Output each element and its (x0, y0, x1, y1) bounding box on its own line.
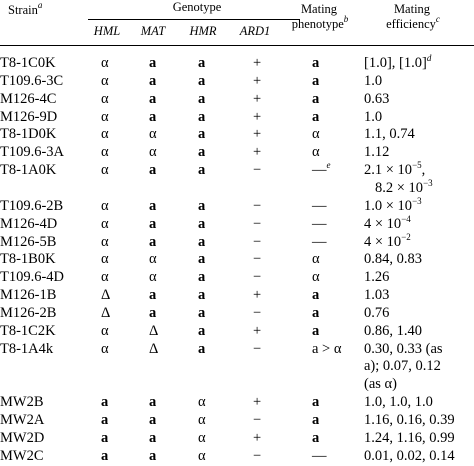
efficiency-cell: 1.12 (364, 144, 390, 161)
mat-cell: a (149, 197, 157, 214)
efficiency-cell: 1.24, 1.16, 0.99 (364, 429, 455, 446)
hml-cell: Δ (101, 287, 111, 304)
hmr-cell: α (198, 412, 206, 428)
ard1-cell: − (253, 412, 262, 428)
hml-cell: α (101, 126, 109, 143)
hmr-cell: a (198, 90, 206, 107)
efficiency-cell: 0.30, 0.33 (as (364, 340, 443, 357)
phenotype-cell: a (312, 412, 320, 428)
strain-cell: T8-1C2K (0, 322, 56, 339)
strain-cell: T8-1C0K (0, 55, 56, 71)
efficiency-cell: $4 \times 10^{-4}$ (364, 213, 411, 232)
hml-cell: α (101, 215, 109, 232)
phenotype-cell: a (312, 394, 320, 411)
ard1-cell: + (253, 90, 262, 107)
ard1-cell: − (253, 197, 262, 214)
mat-cell: a (149, 108, 157, 125)
efficiency-cell: 1.0 (364, 72, 383, 89)
hmr-cell: a (198, 287, 206, 304)
mat-cell: a (149, 215, 157, 232)
strain-cell: MW2A (0, 412, 45, 428)
phenotype-cell: a (312, 90, 320, 107)
phenotype-cell: a (312, 72, 320, 89)
hmr-cell: a (198, 162, 206, 179)
strain-cell: MW2B (0, 394, 44, 411)
hml-cell: α (101, 233, 109, 250)
ard1-cell: + (253, 144, 262, 161)
phenotype-cell: — (312, 215, 327, 232)
ard1-cell: + (253, 322, 262, 339)
efficiency-cell: 0.63 (364, 90, 390, 107)
strain-header: Strain$^a$ (8, 0, 43, 17)
mat-cell: α (149, 144, 157, 161)
hmr-header: HMR (189, 24, 217, 38)
mat-cell: a (149, 394, 157, 411)
ard1-cell: + (253, 394, 262, 411)
efficiency-cell: 1.26 (364, 269, 390, 286)
hml-cell: a (101, 447, 109, 464)
hmr-cell: a (198, 322, 206, 339)
strain-cell: M126-5B (0, 233, 57, 250)
ard1-cell: − (253, 233, 262, 250)
phenotype-cell: a (312, 55, 320, 71)
phenotype-cell: α (312, 144, 320, 161)
mat-cell: a (149, 72, 157, 89)
mat-cell: Δ (149, 340, 159, 357)
hml-cell: α (101, 322, 109, 339)
strain-cell: M126-4C (0, 90, 57, 107)
hmr-cell: a (198, 108, 206, 125)
phenotype-cell: — (312, 233, 327, 250)
phenotype-cell: a (312, 429, 320, 446)
strain-cell: MW2D (0, 429, 45, 446)
hml-cell: a (101, 429, 109, 446)
hml-cell: α (101, 197, 109, 214)
ard1-cell: + (253, 108, 262, 125)
hmr-cell: a (198, 233, 206, 250)
strain-cell: T8-1A0K (0, 162, 57, 179)
hml-cell: α (101, 55, 109, 71)
efficiency-cell: 1.0 (364, 108, 383, 125)
strain-cell: T109.6-2B (0, 197, 64, 214)
strain-cell: T8-1A4k (0, 340, 54, 357)
ard1-cell: + (253, 72, 262, 89)
hml-cell: α (101, 108, 109, 125)
phenotype-cell: a (312, 287, 320, 304)
ard1-cell: − (253, 447, 262, 464)
hmr-cell: a (198, 304, 206, 321)
efficiency-cell: $4 \times 10^{-2}$ (364, 231, 411, 250)
efficiency-cell-line3: (as α) (364, 376, 397, 393)
genotype-rule (88, 19, 300, 20)
efficiency-cell: 1.03 (364, 287, 390, 304)
phenotype-cell: α (312, 269, 320, 286)
mat-cell: α (149, 251, 157, 268)
strain-cell: M126-1B (0, 287, 57, 304)
hml-header: HML (93, 24, 121, 38)
efficiency-cell: $1.0 \times 10^{-3}$ (364, 195, 422, 214)
efficiency-cell-line2: $8.2 \times 10^{-3}$ (375, 177, 433, 196)
efficiency-cell: 1.0, 1.0, 1.0 (364, 394, 433, 411)
hml-cell: α (101, 340, 109, 357)
phenotype-cell: — (312, 447, 327, 464)
header-rule (0, 45, 474, 46)
strain-cell: M126-4D (0, 215, 58, 232)
hmr-cell: a (198, 144, 206, 161)
phenotype-header-line1: Mating (300, 2, 338, 16)
mat-cell: a (149, 233, 157, 250)
ard1-cell: − (253, 340, 262, 357)
hml-cell: α (101, 162, 109, 179)
ard1-cell: + (253, 55, 262, 71)
strain-cell: M126-2B (0, 304, 57, 321)
hml-cell: α (101, 144, 109, 161)
hml-cell: a (101, 394, 109, 411)
hmr-cell: α (198, 394, 206, 411)
phenotype-cell: a (312, 304, 320, 321)
genotype-header: Genotype (172, 0, 222, 14)
ard1-cell: − (253, 251, 262, 268)
ard1-cell: − (253, 162, 262, 179)
hml-cell: α (101, 269, 109, 286)
efficiency-cell: 0.01, 0.02, 0.14 (364, 447, 455, 464)
hmr-cell: a (198, 251, 206, 268)
strain-cell: T109.6-4D (0, 269, 65, 286)
hml-cell: α (101, 90, 109, 107)
phenotype-header-line2: phenotype$^b$ (291, 14, 349, 31)
ard1-cell: + (253, 126, 262, 143)
ard1-cell: + (253, 287, 262, 304)
strain-cell: T8-1D0K (0, 126, 57, 143)
mat-cell: a (149, 429, 157, 446)
efficiency-cell: 0.76 (364, 304, 390, 321)
efficiency-cell: 0.86, 1.40 (364, 322, 422, 339)
ard1-cell: − (253, 215, 262, 232)
mat-cell: a (149, 412, 157, 428)
hmr-cell: α (198, 447, 206, 464)
hmr-cell: α (198, 429, 206, 446)
mat-cell: a (149, 304, 157, 321)
hmr-cell: a (198, 215, 206, 232)
mat-cell: α (149, 269, 157, 286)
phenotype-cell: — (312, 197, 327, 214)
hmr-cell: a (198, 197, 206, 214)
hmr-cell: a (198, 126, 206, 143)
mat-cell: Δ (149, 322, 159, 339)
hmr-cell: a (198, 72, 206, 89)
phenotype-cell: α (312, 126, 320, 143)
strain-cell: T109.6-3A (0, 144, 65, 161)
efficiency-cell-line2: a); 0.07, 0.12 (364, 358, 441, 375)
phenotype-cell: —$^e$ (312, 160, 331, 179)
mat-cell: α (149, 126, 157, 143)
mat-cell: a (149, 447, 157, 464)
efficiency-cell: $2.1 \times 10^{-5}$, (364, 160, 426, 179)
ard1-cell: + (253, 429, 262, 446)
hml-cell: α (101, 251, 109, 268)
ard1-cell: − (253, 269, 262, 286)
hmr-cell: a (198, 340, 206, 357)
hmr-cell: a (198, 55, 206, 71)
hml-cell: a (101, 412, 109, 428)
ard1-cell: − (253, 304, 262, 321)
hml-cell: α (101, 72, 109, 89)
ard1-header: ARD1 (239, 24, 271, 38)
mat-cell: a (149, 162, 157, 179)
phenotype-cell: a > α (312, 340, 342, 357)
efficiency-cell: 1.1, 0.74 (364, 126, 415, 143)
efficiency-header-line2: efficiency$^c$ (386, 14, 440, 31)
efficiency-cell: [1.0], $[1.0]^d$ (364, 53, 432, 71)
strain-cell: MW2C (0, 447, 44, 464)
phenotype-cell: α (312, 251, 320, 268)
strain-cell: M126-9D (0, 108, 58, 125)
mat-header: MAT (140, 24, 166, 38)
efficiency-cell: 0.84, 0.83 (364, 251, 422, 268)
phenotype-cell: a (312, 108, 320, 125)
mat-cell: a (149, 287, 157, 304)
phenotype-cell: a (312, 322, 320, 339)
strain-cell: T8-1B0K (0, 251, 56, 268)
mat-cell: a (149, 90, 157, 107)
efficiency-cell: 1.16, 0.16, 0.39 (364, 412, 455, 428)
hmr-cell: a (198, 269, 206, 286)
mat-cell: a (149, 55, 157, 71)
efficiency-header-line1: Mating (393, 2, 431, 16)
strain-cell: T109.6-3C (0, 72, 64, 89)
hml-cell: Δ (101, 304, 111, 321)
